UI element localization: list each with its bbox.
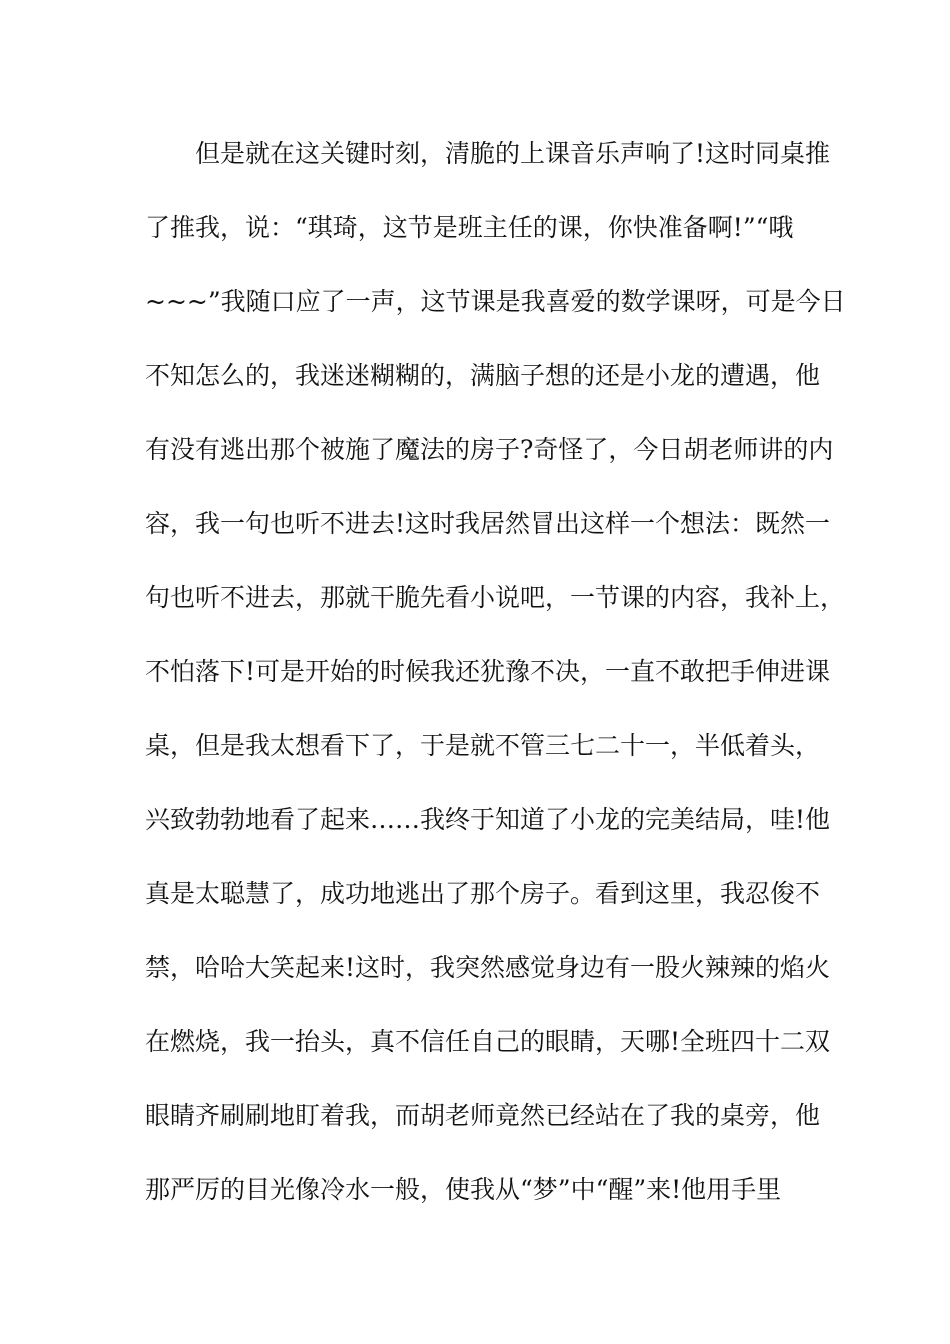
text-line: 了推我，说：“琪琦，这节是班主任的课，你快准备啊!”“哦 — [145, 213, 794, 242]
text-line: 桌，但是我太想看下了，于是就不管三七二十一，半低着头， — [145, 731, 821, 760]
body-paragraph — [145, 132, 846, 1242]
text-line: 不怕落下!可是开始的时候我还犹豫不决，一直不敢把手伸进课 — [145, 657, 831, 686]
text-line: 兴致勃勃地看了起来……我终于知道了小龙的完美结局，哇!他 — [145, 805, 831, 834]
text-line: 容，我一句也听不进去!这时我居然冒出这样一个想法：既然一 — [145, 509, 831, 538]
text-line: 真是太聪慧了，成功地逃出了那个房子。看到这里，我忍俊不 — [145, 879, 821, 908]
text-line: 句也听不进去，那就干脆先看小说吧，一节课的内容，我补上， — [145, 583, 846, 612]
text-line: ~~~”我随口应了一声，这节课是我喜爱的数学课呀，可是今日 — [145, 287, 846, 316]
text-line: 眼睛齐刷刷地盯着我，而胡老师竟然已经站在了我的桌旁，他 — [145, 1101, 821, 1130]
text-line: 禁，哈哈大笑起来!这时，我突然感觉身边有一股火辣辣的焰火 — [145, 953, 831, 982]
text-line: 在燃烧，我一抬头，真不信任自己的眼睛，天哪!全班四十二双 — [145, 1027, 831, 1056]
text-line: 有没有逃出那个被施了魔法的房子?奇怪了，今日胡老师讲的内 — [145, 435, 834, 464]
text-line: 但是就在这关键时刻，清脆的上课音乐声响了!这时同桌推 — [145, 139, 831, 168]
text-line: 那严厉的目光像冷水一般，使我从“梦”中“醒”来!他用手里 — [145, 1175, 782, 1204]
text-line: 不知怎么的，我迷迷糊糊的，满脑子想的还是小龙的遭遇，他 — [145, 361, 821, 390]
